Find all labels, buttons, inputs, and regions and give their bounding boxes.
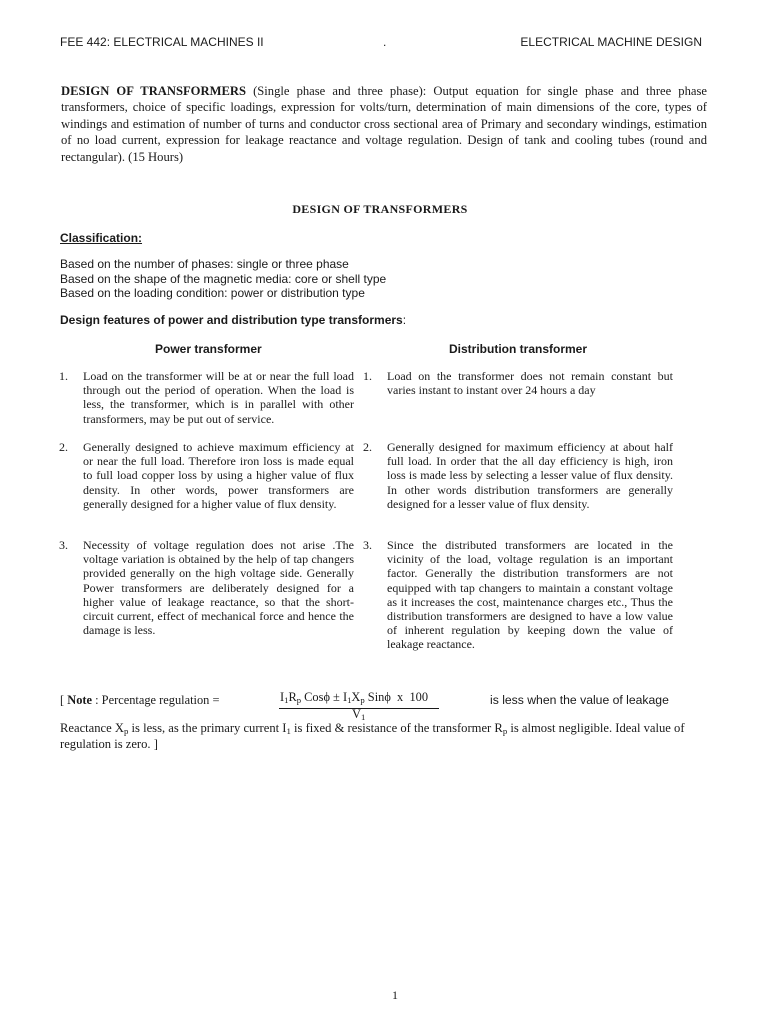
formula-numerator: $I_1R_p$ $Cos\phi \pm I_1X_p$ Sinϕ x 100 [280, 690, 429, 705]
note-open-bracket: [ [60, 693, 65, 707]
classification-list [60, 257, 386, 301]
item-number: 2. [59, 440, 68, 454]
note-text-d: is almost negligible. Ideal value of regulation is zero. ] [60, 721, 685, 751]
item-text: Necessity of voltage regulation does not arise .The voltage variation is obtained by the help of tap changers provided generally on the high voltage side. Generally Power transformers are deliberately designed for a higher value of leakage reactance, so that the short-circuit current, effect of mechanical force and hence the damage is less. [83, 538, 354, 638]
list-item: Based on the loading condition: power or distribution type [60, 286, 365, 300]
item-number: 2. [363, 440, 372, 454]
note-lead-text: : Percentage regulation = [95, 693, 220, 707]
list-item: Based on the number of phases: single or three phase [60, 257, 349, 271]
note-label: Note [67, 693, 93, 707]
note-text-a: Reactance X [60, 721, 124, 735]
note-continuation: Reactance $X_p$ is less, as the primary current $I_1$ is fixed & resistance of the transformer $R_p$ is almost negligible. Ideal value of regulation is zero. ] [60, 721, 685, 751]
item-text: Since the distributed transformers are located in the vicinity of the load, voltage regulation is an important factor. Generally the distribution transformers are not equipped with tap changers to maintain a constant voltage as it increases the cost, maintenance charges etc., Thus the distribution transformers are designed to have a low value of inherent regulation by keeping down the value of leakage reactance. [387, 538, 673, 652]
item-number: 1. [59, 369, 68, 383]
distribution-transformer-heading: Distribution transformer [449, 342, 588, 356]
item-text: Generally designed for maximum efficiency at about half full load. In order that the all day efficiency is high, iron loss is made less by selecting a lesser value of flux density. In other words distribution transformers are generally designed for a lesser value of flux density. [387, 440, 673, 511]
item-text: Load on the transformer does not remain constant but varies instant to instant over 24 hours a day [387, 369, 673, 398]
features-title [60, 313, 406, 327]
features-title-colon: : [402, 313, 407, 327]
intro-text: (Single phase and three phase): Output equation for single phase and three phase transformers, choice of specific loadings, expression for volts/turn, determination of main dimensions of the core, types of windings and estimation of number of turns and conductor cross sectional area of Primary and secondary windings, estimation of no load current, expression for leakage reactance and voltage regulation. Design of tank and cooling tubes (round and rectangular). (15 Hours) [61, 84, 707, 164]
list-item: Based on the shape of the magnetic media: core or shell type [60, 271, 387, 286]
note-tail: is less when the value of leakage [490, 693, 669, 707]
power-transformer-heading: Power transformer [155, 342, 262, 356]
item-number: 3. [363, 538, 372, 552]
header-subject: ELECTRICAL MACHINE DESIGN [520, 35, 702, 49]
item-text: Load on the transformer will be at or near the full load through out the period of operation. When the load is less, the transformer, which is in parallel with other transformers, may be put out of service. [83, 369, 354, 426]
features-title-text: Design features of power and distribution type transformers [60, 313, 403, 327]
intro-bold: DESIGN OF TRANSFORMERS [61, 84, 246, 98]
item-text: Generally designed to achieve maximum efficiency at or near the full load. Therefore iron loss is made equal to full load copper loss by using a higher value of flux density. In other words, power transformers are generally designed for a higher value of flux density. [83, 440, 354, 511]
intro-paragraph [61, 83, 707, 165]
formula-denominator: $V_1$ [352, 707, 366, 722]
classification-title: Classification: [60, 231, 143, 245]
item-number: 3. [59, 538, 68, 552]
item-number: 1. [363, 369, 372, 383]
note-lead [60, 692, 219, 708]
note-text-b: is less, as the primary current I [128, 721, 287, 735]
header-course: FEE 442: ELECTRICAL MACHINES II [60, 35, 264, 49]
note-text-c: is fixed & resistance of the transformer R [290, 721, 503, 735]
page-number: 1 [392, 988, 398, 1002]
section-title: DESIGN OF TRANSFORMERS [292, 202, 468, 216]
header-dot: . [383, 35, 387, 49]
